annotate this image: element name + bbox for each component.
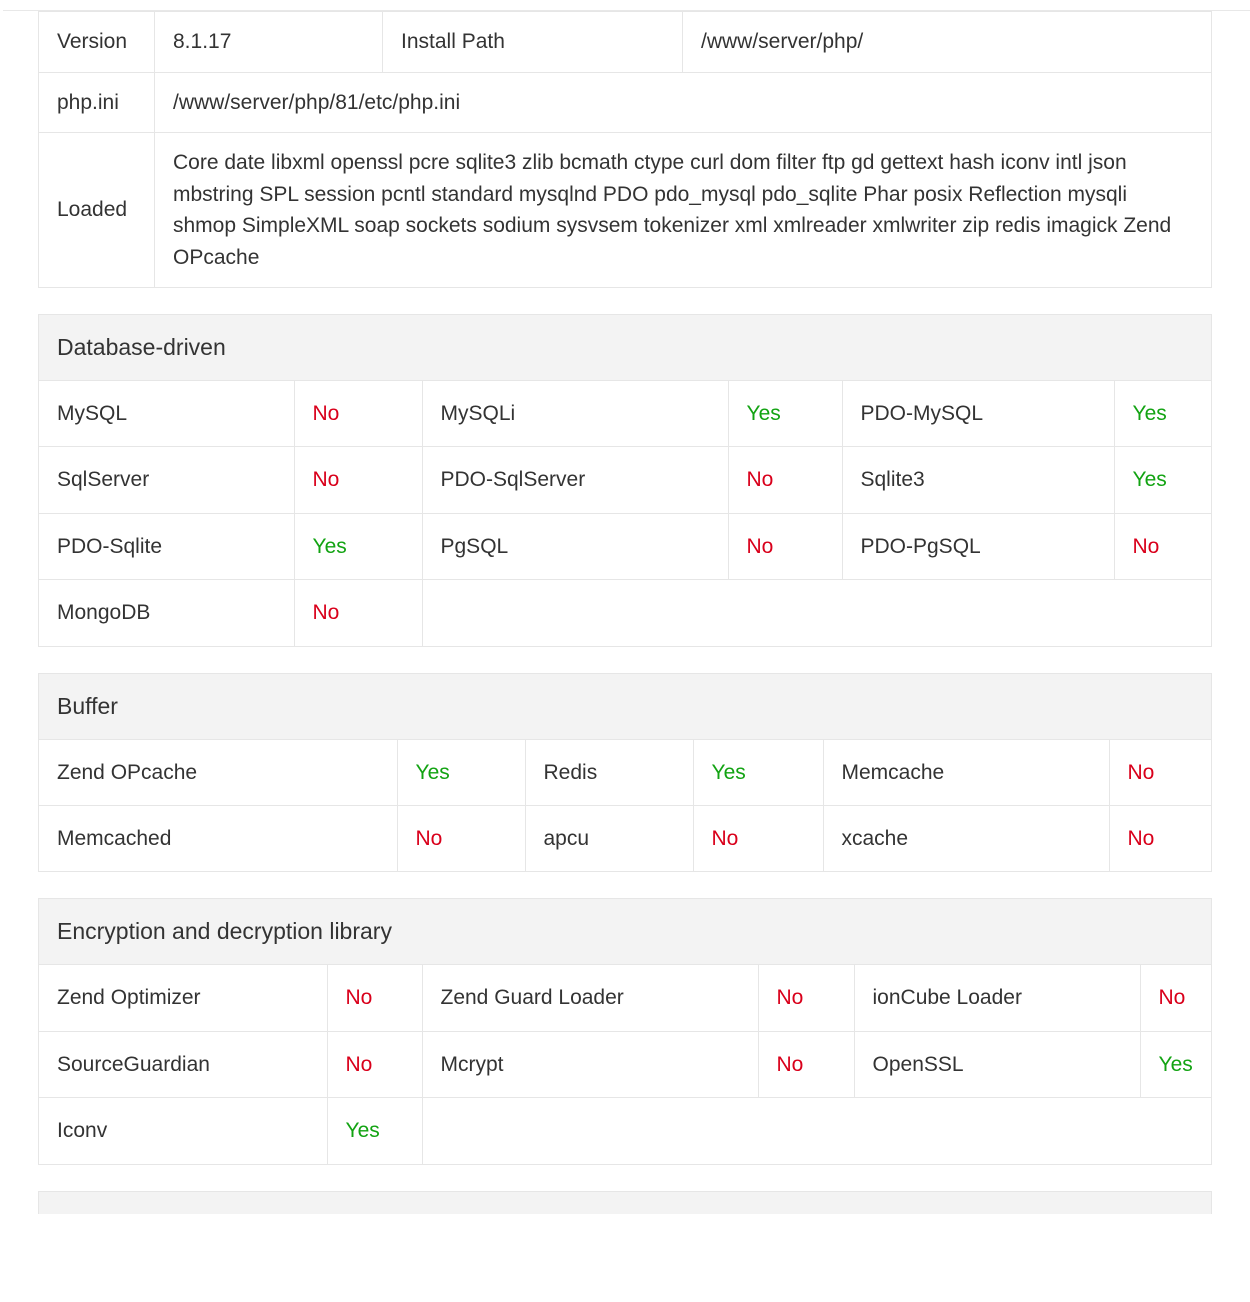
section-buffer: [38, 673, 1212, 873]
ext-name: Memcached: [39, 805, 397, 871]
empty-cell: [422, 580, 1211, 646]
ext-status: No: [1109, 805, 1211, 871]
section-database-driven: [38, 314, 1212, 647]
ext-status: No: [728, 513, 842, 579]
ext-name: PDO-MySQL: [842, 381, 1114, 447]
section-title: Encryption and decryption library: [39, 899, 1211, 965]
section-encryption-library: [38, 898, 1212, 1164]
ext-name: Mcrypt: [422, 1031, 758, 1097]
table-row: [39, 72, 1212, 133]
ext-name: Zend OPcache: [39, 740, 397, 806]
version-label: Version: [39, 12, 155, 73]
ext-status: No: [294, 381, 422, 447]
table-row: [39, 965, 1211, 1031]
encryption-grid: [39, 965, 1211, 1164]
phpini-label: php.ini: [39, 72, 155, 133]
ext-name: apcu: [525, 805, 693, 871]
empty-cell: [422, 1098, 1211, 1164]
ext-status: No: [693, 805, 823, 871]
table-row: [39, 447, 1211, 513]
ext-status: No: [758, 965, 854, 1031]
ext-status: No: [327, 1031, 422, 1097]
ext-name: Redis: [525, 740, 693, 806]
section-title: Buffer: [39, 674, 1211, 740]
table-row: [39, 1031, 1211, 1097]
ext-name: MySQL: [39, 381, 294, 447]
ext-name: OpenSSL: [854, 1031, 1140, 1097]
ext-status: No: [294, 447, 422, 513]
ext-name: Zend Optimizer: [39, 965, 327, 1031]
top-strip: [0, 0, 1250, 11]
content-area: [0, 11, 1250, 1214]
table-row: [39, 513, 1211, 579]
ext-name: PDO-Sqlite: [39, 513, 294, 579]
ext-name: MySQLi: [422, 381, 728, 447]
next-section-stub: [38, 1191, 1212, 1214]
ext-status: No: [397, 805, 525, 871]
section-title: Database-driven: [39, 315, 1211, 381]
ext-name: Iconv: [39, 1098, 327, 1164]
ext-status: Yes: [693, 740, 823, 806]
install-path-label: Install Path: [383, 12, 683, 73]
database-driven-grid: [39, 381, 1211, 647]
ext-status: No: [1109, 740, 1211, 806]
page-left-edge: [0, 0, 3, 1302]
table-row: [39, 1098, 1211, 1164]
ext-status: No: [1114, 513, 1211, 579]
table-row: [39, 381, 1211, 447]
ext-name: SourceGuardian: [39, 1031, 327, 1097]
ext-name: PgSQL: [422, 513, 728, 579]
ext-status: Yes: [294, 513, 422, 579]
ext-status: Yes: [1114, 381, 1211, 447]
table-row: [39, 805, 1211, 871]
ext-status: Yes: [397, 740, 525, 806]
php-info-table: [38, 11, 1212, 288]
loaded-extensions-value: Core date libxml openssl pcre sqlite3 zlib bcmath ctype curl dom filter ftp gd gettext hash iconv intl json mbstring SPL session pcntl standard mysqlnd PDO pdo_mysql pdo_sqlite Phar posix Reflection mysqli shmop SimpleXML soap sockets sodium sysvsem tokenizer xml xmlreader xmlwriter zip redis imagick Zend OPcache: [155, 133, 1212, 288]
ext-name: ionCube Loader: [854, 965, 1140, 1031]
table-row: [39, 740, 1211, 806]
ext-status: Yes: [1140, 1031, 1211, 1097]
table-row: [39, 12, 1212, 73]
install-path-value: /www/server/php/: [683, 12, 1212, 73]
ext-name: PDO-PgSQL: [842, 513, 1114, 579]
version-value: 8.1.17: [155, 12, 383, 73]
ext-name: SqlServer: [39, 447, 294, 513]
ext-status: No: [1140, 965, 1211, 1031]
ext-name: xcache: [823, 805, 1109, 871]
ext-status: No: [294, 580, 422, 646]
ext-name: Sqlite3: [842, 447, 1114, 513]
ext-status: Yes: [1114, 447, 1211, 513]
loaded-label: Loaded: [39, 133, 155, 288]
table-row: [39, 133, 1212, 288]
ext-name: MongoDB: [39, 580, 294, 646]
ext-status: Yes: [728, 381, 842, 447]
table-row: [39, 580, 1211, 646]
ext-status: No: [728, 447, 842, 513]
ext-status: No: [758, 1031, 854, 1097]
phpini-value: /www/server/php/81/etc/php.ini: [155, 72, 1212, 133]
buffer-grid: [39, 740, 1211, 873]
ext-name: Memcache: [823, 740, 1109, 806]
ext-name: PDO-SqlServer: [422, 447, 728, 513]
ext-name: Zend Guard Loader: [422, 965, 758, 1031]
ext-status: Yes: [327, 1098, 422, 1164]
ext-status: No: [327, 965, 422, 1031]
